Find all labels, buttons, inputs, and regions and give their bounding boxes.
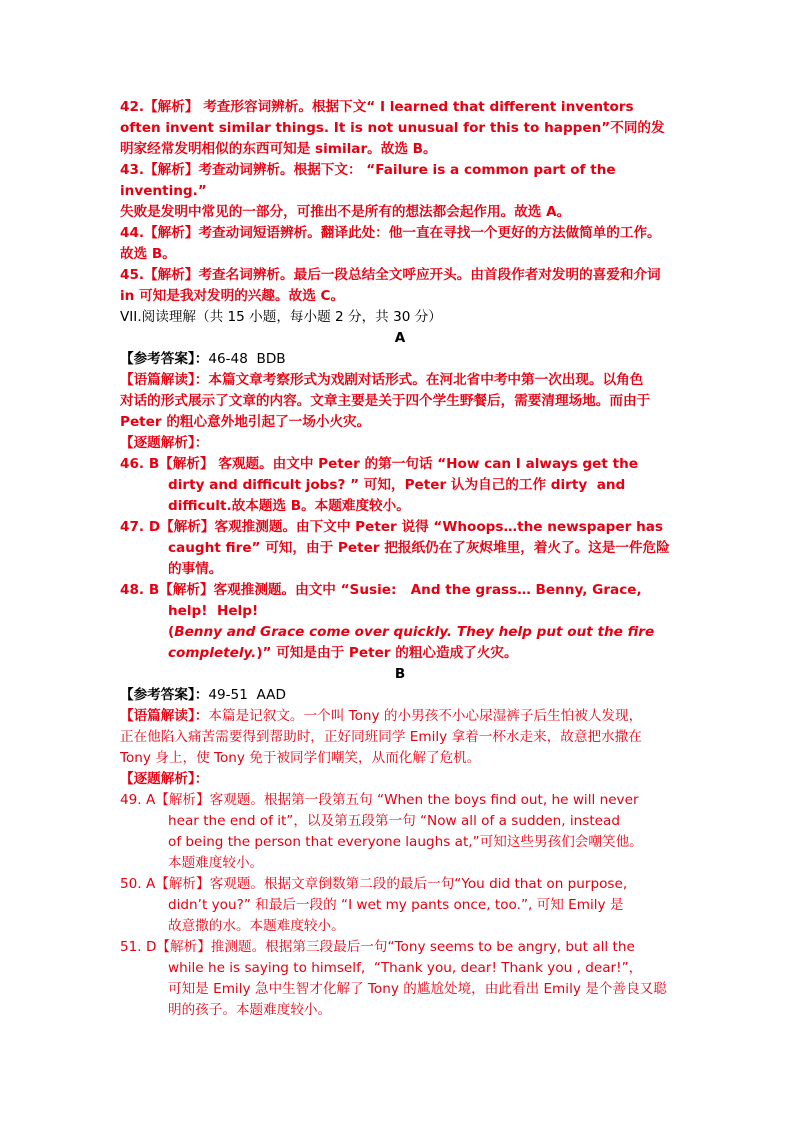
q51-line3: 可知是 Emily 急中生智才化解了 Tony 的尴尬处境，由此看出 Emily 是个善良又聪 xyxy=(168,981,667,997)
answer-label: 【参考答案】： xyxy=(120,687,209,703)
answer-label: 【参考答案】： xyxy=(120,351,209,367)
q44-line2: 故选 B。 xyxy=(120,246,176,262)
q47-line1: 47. D【解析】客观推测题。由下文中 Peter 说得 “Whoops…the newspaper has xyxy=(120,519,664,535)
q45-line1: 45.【解析】考查名词辨析。最后一段总结全文呼应开头。由首段作者对发明的喜爱和介词 xyxy=(120,267,661,283)
q45-line2: in 可知是我对发明的兴趣。故选 C。 xyxy=(120,288,345,304)
q49-line4: 本题难度较小。 xyxy=(168,855,264,871)
q46-line3: difficult.故本题选 B。本题难度较小。 xyxy=(168,498,410,514)
q48-paren-open: ( xyxy=(168,624,175,640)
part-a-reading-line3: Peter 的粗心意外地引起了一场小火灾。 xyxy=(120,414,371,430)
section-heading: VII.阅读理解（共 15 小题，每小题 2 分，共 30 分） xyxy=(120,309,442,325)
reading-text: 本篇是记叙文。一个叫 Tony 的小男孩不小心尿湿裤子后生怕被人发现， xyxy=(208,708,643,724)
reading-label: 【语篇解读】： xyxy=(120,708,209,724)
part-b-analysis-label: 【逐题解析】： xyxy=(120,771,209,787)
part-b-reading-line3: Tony 身上，使 Tony 免于被同学们嘲笑，从而化解了危机。 xyxy=(120,750,481,766)
q48-line4 xyxy=(120,643,733,664)
part-b-answer xyxy=(120,685,685,706)
part-a-analysis-label: 【逐题解析】： xyxy=(120,435,209,451)
answer-value: 49-51 AAD xyxy=(208,687,286,703)
q49-line1: 49. A【解析】客观题。根据第一段第五句 “When the boys find out, he will never xyxy=(120,792,639,808)
reading-text: 本篇文章考察形式为戏剧对话形式。在河北省中考中第一次出现。以角色 xyxy=(208,372,644,388)
q43-line3: 失败是发明中常见的一部分，可推出不是所有的想法都会起作用。故选 A。 xyxy=(120,204,571,220)
part-b-reading-line2: 正在他陷入痛苦需要得到帮助时，正好同班同学 Emily 拿着一杯水走来，故意把水撒在 xyxy=(120,729,642,745)
part-a-reading-line2: 对话的形式展示了文章的内容。文章主要是关于四个学生野餐后，需要清理场地。而由于 xyxy=(120,393,651,409)
q50-line2: didn’t you?” 和最后一段的 “I wet my pants once, too.”, 可知 Emily 是 xyxy=(168,897,624,913)
q48-line2: help! Help! xyxy=(168,603,259,619)
q49-line2: hear the end of it”，以及第五段第一句 “Now all of a sudden, instead xyxy=(168,813,620,829)
part-a-label: A xyxy=(394,330,406,346)
q47-line3: 的事情。 xyxy=(168,561,223,577)
q48-stage-direction: Benny and Grace come over quickly. They help put out the fire xyxy=(174,624,655,640)
q42-line3: 明家经常发明相似的东西可知是 similar。故选 B。 xyxy=(120,141,437,157)
q51-line4: 明的孩子。本题难度较小。 xyxy=(168,1002,332,1018)
q49-line3: of being the person that everyone laughs at,”可知这些男孩们会嘲笑他。 xyxy=(168,834,643,850)
part-b-label: B xyxy=(394,666,406,682)
q50-line1: 50. A【解析】客观题。根据文章倒数第二段的最后一句“You did that on purpose, xyxy=(120,876,628,892)
part-a-reading-line1 xyxy=(120,370,685,391)
reading-label: 【语篇解读】： xyxy=(120,372,209,388)
q48-line3 xyxy=(120,622,733,643)
q46-line2: dirty and difficult jobs? ” 可知，Peter 认为自己的工作 dirty and xyxy=(168,477,626,493)
q47-line2: caught fire” 可知，由于 Peter 把报纸仍在了灰烬堆里，着火了。这是一件危险 xyxy=(168,540,670,556)
q44-line1: 44.【解析】考查动词短语辨析。翻译此处：他一直在寻找一个更好的方法做简单的工作。 xyxy=(120,225,661,241)
q51-line1: 51. D【解析】推测题。根据第三段最后一句“Tony seems to be angry, but all the xyxy=(120,939,635,955)
q48-line1: 48. B【解析】客观推测题。由文中 “Susie: And the grass… Benny, Grace, xyxy=(120,582,642,598)
q46-line1: 46. B【解析】 客观题。由文中 Peter 的第一句话 “How can I always get the xyxy=(120,456,638,472)
q48-stage-direction-end: completely. xyxy=(168,645,257,661)
q48-conclusion: )” 可知是由于 Peter 的粗心造成了火灾。 xyxy=(256,645,518,661)
answer-value: 46-48 BDB xyxy=(208,351,286,367)
q42-line2: often invent similar things. It is not unusual for this to happen”不同的发 xyxy=(120,120,665,136)
part-a-answer xyxy=(120,349,685,370)
q50-line3: 故意撒的水。本题难度较小。 xyxy=(168,918,345,934)
q43-line2: inventing.” xyxy=(120,183,207,199)
q43-line1: 43.【解析】考查动词辨析。根据下文： “Failure is a common part of the xyxy=(120,162,616,178)
part-b-reading-line1 xyxy=(120,706,685,727)
q42-line1: 42.【解析】 考查形容词辨析。根据下文“ I learned that different inventors xyxy=(120,99,634,115)
q51-line2: while he is saying to himself, “Thank you, dear! Thank you , dear!”， xyxy=(168,960,643,976)
